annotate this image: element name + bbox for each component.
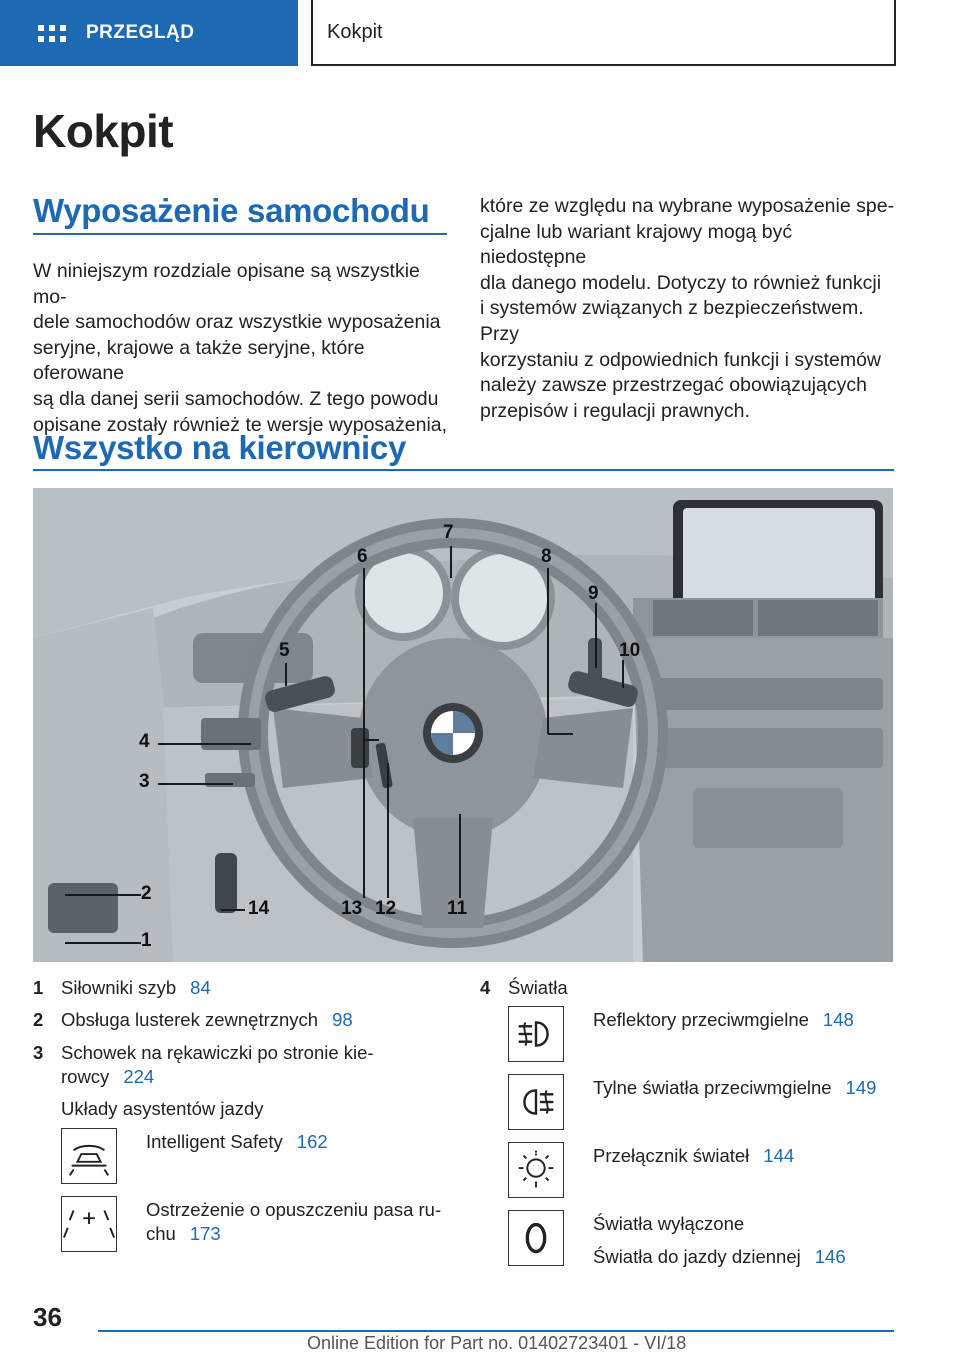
legend-sub-item [146, 1130, 446, 1154]
callout-label: 13 [341, 898, 363, 919]
text-line: cjalne lub wariant krajowy mogą być niedostępne [480, 220, 793, 269]
assist-heading: Układy asystentów jazdy [61, 1098, 264, 1119]
callout-label: 1 [141, 930, 152, 951]
page-reference-link[interactable]: 173 [189, 1223, 221, 1244]
section-tab-overview[interactable] [0, 0, 298, 66]
page-reference-link[interactable]: 149 [845, 1077, 877, 1098]
callout-label: 6 [357, 546, 368, 567]
section-tab-label: PRZEGLĄD [86, 22, 195, 43]
legend-number: 4 [480, 977, 491, 998]
page-reference-link[interactable]: 224 [123, 1066, 155, 1087]
legend-number: 2 [33, 1009, 44, 1030]
text-line: są dla danej serii samochodów. Z tego powodu [33, 387, 439, 410]
legend-text: Obsługa lusterek zewnętrznych [61, 1009, 319, 1030]
legend-text: Schowek na rękawiczki po stronie kie- [61, 1042, 374, 1063]
callout-label: 9 [588, 583, 599, 604]
text-line: przepisów i regulacji prawnych. [480, 399, 750, 422]
text-line: korzystaniu z odpowiednich funkcji i systemów [480, 348, 882, 371]
legend-sub-item-text1: Światła wyłączone [593, 1213, 745, 1234]
text-line: i systemów związanych z bezpieczeństwem. Przy [480, 297, 864, 345]
legend-item-4 [480, 976, 900, 1000]
lights-off-zero-icon [508, 1210, 564, 1266]
page-reference-link[interactable]: 98 [332, 1009, 353, 1030]
footer-edition-text: Online Edition for Part no. 01402723401 - VI/18 [307, 1333, 687, 1353]
callout-label: 7 [443, 522, 454, 543]
legend-item-2 [33, 1008, 453, 1032]
page-reference-link[interactable]: 144 [763, 1145, 795, 1166]
text-line: które ze względu na wybrane wyposażenie spe- [480, 195, 895, 217]
section-title-steering-wheel: Wszystko na kierownicy [33, 429, 407, 466]
legend-sub-item [593, 1076, 903, 1100]
callout-label: 4 [139, 731, 150, 752]
text-line: dele samochodów oraz wszystkie wyposażenia [33, 311, 441, 334]
legend-sub-item [593, 1008, 893, 1032]
light-switch-icon [508, 1142, 564, 1198]
legend-text: Światła [508, 977, 568, 998]
callout-label: 11 [447, 898, 468, 919]
legend-item-1 [33, 976, 453, 1000]
legend-item-3 [33, 1041, 453, 1089]
legend-sub-item [146, 1198, 456, 1246]
legend-number: 1 [33, 977, 44, 998]
intro-paragraph-col2 [480, 194, 900, 424]
callout-label: 10 [619, 640, 641, 661]
section-title-equipment: Wyposażenie samochodu [33, 192, 430, 229]
page-title: Kokpit [33, 105, 174, 157]
rear-fog-light-icon [508, 1074, 564, 1130]
page-reference-link[interactable]: 84 [190, 977, 211, 998]
chapter-tab-label: Kokpit [327, 20, 383, 43]
footer-rule [98, 1330, 894, 1332]
cockpit-illustration [33, 488, 893, 962]
legend-text: Intelligent Safety [146, 1131, 283, 1152]
intelligent-safety-icon [61, 1128, 117, 1184]
legend-text: Reflektory przeciwmgielne [593, 1009, 809, 1030]
chapter-tab[interactable] [311, 0, 896, 66]
legend-text: Tylne światła przeciwmgielne [593, 1077, 832, 1098]
callout-label: 14 [248, 898, 270, 919]
legend-number: 3 [33, 1042, 44, 1063]
page-reference-link[interactable]: 162 [296, 1131, 328, 1152]
text-line: dla danego modelu. Dotyczy to również funkcji [480, 271, 882, 294]
page-reference-link[interactable]: 148 [822, 1009, 854, 1030]
grid-menu-icon [38, 22, 66, 44]
text-line: seryjne, krajowe a także seryjne, które oferowane [33, 336, 365, 385]
text-line: opisane zostały również te wersje wyposażenia, [33, 413, 448, 436]
legend-text: Światła do jazdy dziennej [593, 1246, 801, 1267]
front-fog-light-icon [508, 1006, 564, 1062]
section-rule [33, 233, 447, 235]
callout-label: 3 [139, 771, 150, 792]
legend-sub-item [593, 1144, 893, 1168]
legend-text: Siłowniki szyb [61, 977, 177, 998]
text-line: należy zawsze przestrzegać obowiązujących [480, 374, 867, 397]
page-reference-link[interactable]: 146 [814, 1246, 846, 1267]
callout-label: 8 [541, 546, 552, 567]
text-line: W niniejszym rozdziale opisane są wszystkie mo- [33, 260, 420, 308]
legend-text: Przełącznik świateł [593, 1145, 750, 1166]
callout-label: 5 [279, 640, 290, 661]
legend-text: Ostrzeżenie o opuszczeniu pasa ru- [146, 1199, 442, 1220]
callout-label: 2 [141, 883, 152, 904]
section-rule [33, 469, 894, 471]
lane-departure-icon [61, 1196, 117, 1252]
page-number: 36 [33, 1302, 62, 1332]
intro-paragraph-col1 [33, 259, 453, 438]
legend-text: chu [146, 1223, 176, 1244]
legend-sub-item [593, 1245, 903, 1269]
legend-text: rowcy [61, 1066, 110, 1087]
callout-label: 12 [375, 898, 397, 919]
